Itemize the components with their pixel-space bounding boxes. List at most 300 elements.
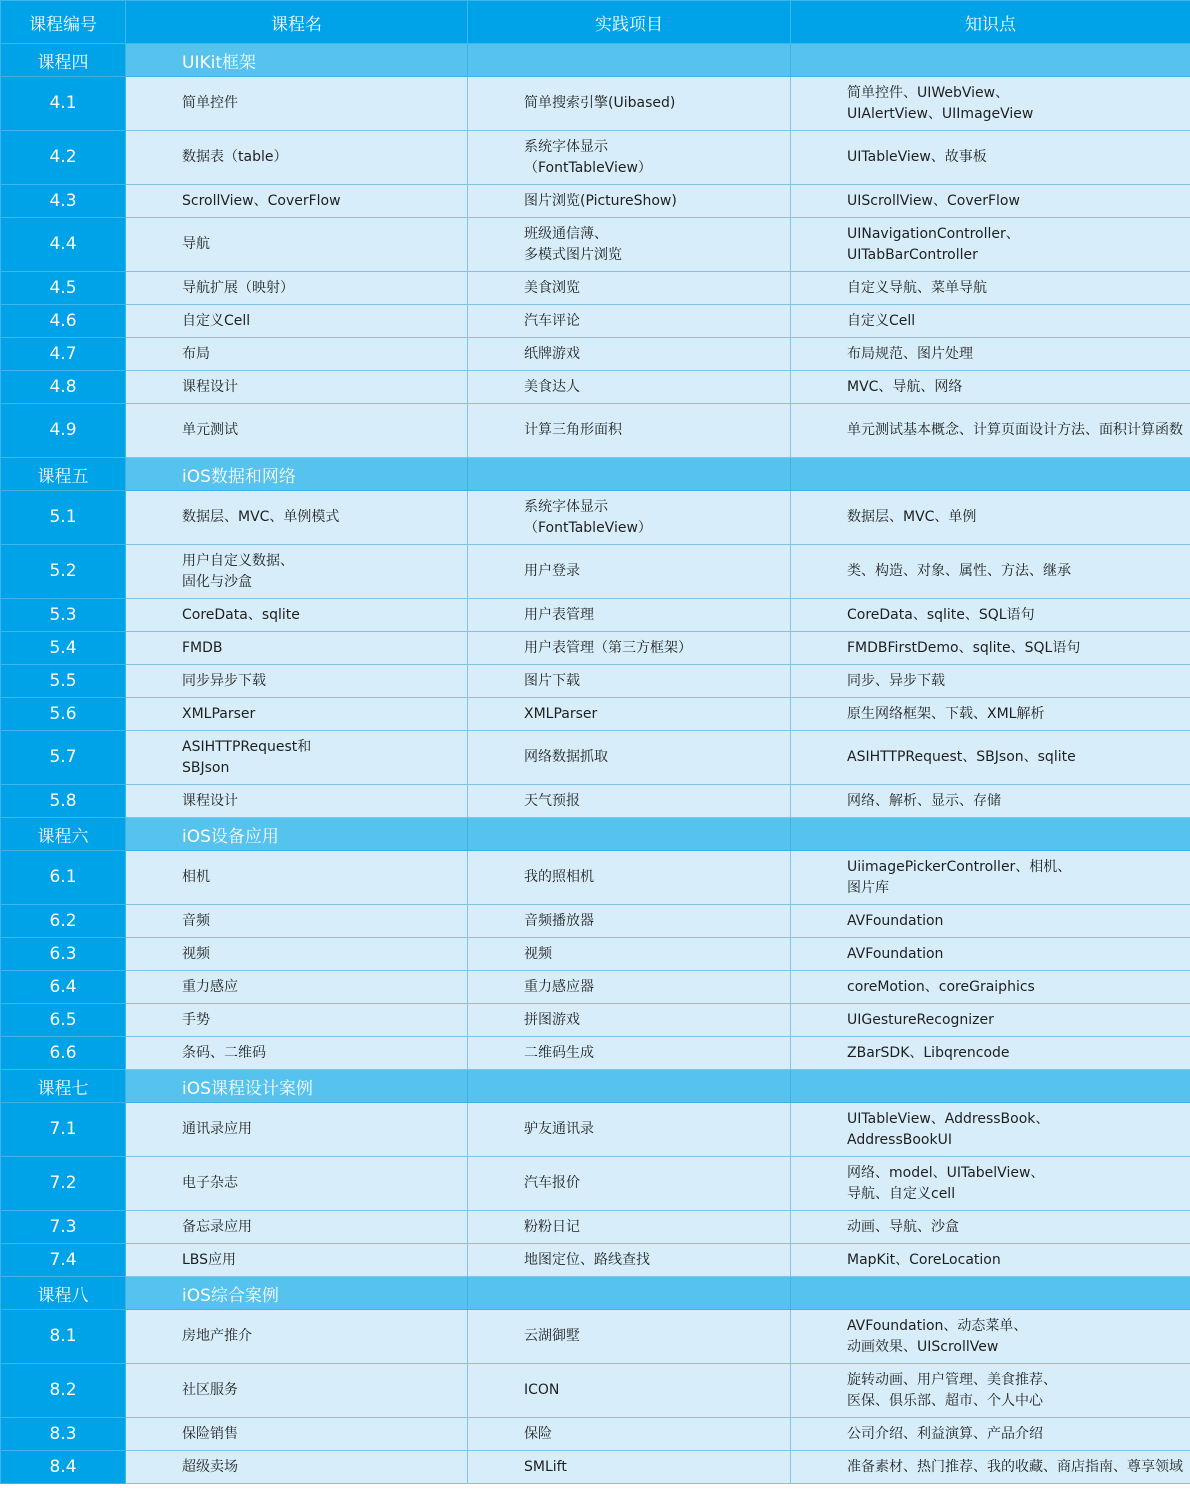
course-code-cell-text: 6.2 (49, 910, 77, 931)
course-code-cell (1, 305, 126, 338)
course-name-cell (126, 1211, 468, 1244)
table-row (1, 1037, 1190, 1070)
section-code: 课程五 (1, 458, 126, 491)
table-row (1, 1004, 1190, 1037)
course-code-cell-text: 6.3 (49, 943, 77, 964)
table-row (1, 785, 1190, 818)
course-name-cell (126, 305, 468, 338)
knowledge-points-cell (791, 632, 1190, 665)
course-name-cell-text: XMLParser (182, 705, 256, 722)
course-code-cell (1, 1004, 126, 1037)
course-code-cell-text: 5.2 (49, 561, 77, 581)
practice-project-cell (468, 305, 791, 338)
course-name-cell-text: 相机 (182, 869, 210, 885)
table-body (1, 44, 1190, 1484)
knowledge-points-cell-text: 准备素材、热门推荐、我的收藏、商店指南、尊享领域 (847, 1458, 1183, 1475)
course-name-cell-text: 同步异步下载 (182, 672, 266, 689)
section-empty-cell (468, 458, 791, 491)
table-row (1, 698, 1190, 731)
practice-project-cell (468, 731, 791, 785)
course-code-cell-text: 4.8 (49, 376, 77, 397)
knowledge-points-cell-text: 原生网络框架、下载、XML解析 (847, 705, 1045, 722)
practice-project-cell-text: 粉粉日记 (524, 1218, 580, 1235)
course-code-cell (1, 785, 126, 818)
course-name-cell (126, 1004, 468, 1037)
practice-project-cell-text: 图片下载 (524, 672, 580, 689)
course-code-cell-text: 4.2 (49, 147, 77, 167)
practice-project-cell (468, 971, 791, 1004)
course-code-cell (1, 272, 126, 305)
course-name-cell-text: 课程设计 (182, 378, 238, 395)
course-name-cell (126, 971, 468, 1004)
course-name-cell-text: 单元测试 (182, 422, 238, 438)
knowledge-points-cell (791, 1418, 1190, 1451)
knowledge-points-cell-text: 动画、导航、沙盒 (847, 1218, 959, 1235)
practice-project-cell-text: 驴友通讯录 (524, 1121, 594, 1137)
course-code-cell (1, 404, 126, 458)
table-row (1, 938, 1190, 971)
course-code-cell (1, 1103, 126, 1157)
practice-project-cell (468, 1364, 791, 1418)
knowledge-points-cell-text: ZBarSDK、Libqrencode (847, 1044, 1010, 1061)
section-name: UIKit框架 (126, 44, 468, 77)
knowledge-points-cell (791, 851, 1190, 905)
course-name-cell (126, 1103, 468, 1157)
course-name-cell (126, 905, 468, 938)
section-code: 课程七 (1, 1070, 126, 1103)
course-code-cell (1, 1418, 126, 1451)
knowledge-points-cell-text: 网络、model、UITabelView、 导航、自定义cell (847, 1164, 1045, 1202)
knowledge-points-cell (791, 599, 1190, 632)
knowledge-points-cell-text: 布局规范、图片处理 (847, 345, 973, 362)
section-empty-cell (468, 1070, 791, 1103)
course-name-cell-text: 手势 (182, 1011, 210, 1028)
practice-project-cell-text: 纸牌游戏 (524, 345, 580, 362)
knowledge-points-cell (791, 545, 1190, 599)
practice-project-cell-text: 重力感应器 (524, 978, 594, 995)
course-name-cell (126, 272, 468, 305)
knowledge-points-cell (791, 131, 1190, 185)
course-code-cell-text: 4.7 (49, 343, 77, 364)
section-empty-cell (791, 818, 1190, 851)
knowledge-points-cell (791, 1103, 1190, 1157)
course-code-cell-text: 5.8 (49, 790, 77, 811)
course-name-cell (126, 1310, 468, 1364)
course-code-cell (1, 1157, 126, 1211)
knowledge-points-cell-text: 类、构造、对象、属性、方法、继承 (847, 563, 1071, 579)
section-row (1, 458, 1190, 491)
table-row (1, 272, 1190, 305)
practice-project-cell-text: 二维码生成 (524, 1044, 594, 1061)
course-name-cell-text: 电子杂志 (182, 1175, 238, 1191)
knowledge-points-cell (791, 1244, 1190, 1277)
course-name-cell (126, 218, 468, 272)
table-row (1, 1451, 1190, 1484)
course-code-cell (1, 632, 126, 665)
header-course-name: 课程名 (126, 1, 468, 44)
course-name-cell (126, 851, 468, 905)
practice-project-cell-text: 用户表管理 (524, 606, 594, 623)
practice-project-cell-text: 系统字体显示 （FontTableView） (524, 138, 652, 176)
knowledge-points-cell-text: UiimagePickerController、相机、 图片库 (847, 858, 1072, 896)
table-row (1, 338, 1190, 371)
practice-project-cell (468, 851, 791, 905)
course-code-cell (1, 1364, 126, 1418)
course-code-cell (1, 1037, 126, 1070)
table-row (1, 1244, 1190, 1277)
section-row (1, 44, 1190, 77)
table-row (1, 491, 1190, 545)
header-row (1, 1, 1190, 44)
section-empty-cell (468, 1277, 791, 1310)
course-code-cell-text: 7.4 (49, 1249, 77, 1270)
practice-project-cell-text: 用户登录 (524, 563, 580, 579)
course-code-cell-text: 5.1 (49, 507, 77, 527)
knowledge-points-cell (791, 698, 1190, 731)
practice-project-cell (468, 131, 791, 185)
knowledge-points-cell-text: UINavigationController、 UITabBarController (847, 225, 1020, 263)
practice-project-cell (468, 938, 791, 971)
course-code-cell (1, 665, 126, 698)
course-code-cell-text: 6.1 (49, 867, 77, 887)
course-name-cell-text: 备忘录应用 (182, 1218, 252, 1235)
table-row (1, 1157, 1190, 1211)
course-code-cell-text: 4.6 (49, 310, 77, 331)
knowledge-points-cell (791, 1451, 1190, 1484)
practice-project-cell-text: SMLift (524, 1458, 567, 1475)
knowledge-points-cell-text: AVFoundation、动态菜单、 动画效果、UIScrollVew (847, 1317, 1028, 1355)
knowledge-points-cell-text: UITableView、故事板 (847, 149, 987, 165)
knowledge-points-cell (791, 1037, 1190, 1070)
practice-project-cell-text: XMLParser (524, 705, 598, 722)
section-name: iOS数据和网络 (126, 458, 468, 491)
practice-project-cell-text: 计算三角形面积 (524, 422, 622, 438)
knowledge-points-cell-text: MVC、导航、网络 (847, 378, 963, 395)
course-name-cell-text: 数据层、MVC、单例模式 (182, 509, 340, 525)
practice-project-cell-text: 汽车评论 (524, 312, 580, 329)
knowledge-points-cell-text: 公司介绍、利益演算、产品介绍 (847, 1425, 1043, 1442)
practice-project-cell (468, 1451, 791, 1484)
table-row (1, 905, 1190, 938)
course-code-cell (1, 698, 126, 731)
course-code-cell (1, 218, 126, 272)
knowledge-points-cell (791, 272, 1190, 305)
course-name-cell (126, 731, 468, 785)
course-name-cell (126, 599, 468, 632)
knowledge-points-cell (791, 1004, 1190, 1037)
practice-project-cell (468, 491, 791, 545)
practice-project-cell (468, 1310, 791, 1364)
practice-project-cell-text: 网络数据抓取 (524, 749, 608, 765)
course-name-cell-text: CoreData、sqlite (182, 606, 300, 623)
course-name-cell-text: 数据表（table） (182, 149, 288, 165)
knowledge-points-cell (791, 491, 1190, 545)
practice-project-cell (468, 77, 791, 131)
knowledge-points-cell-text: UIScrollView、CoverFlow (847, 192, 1020, 209)
course-code-cell-text: 5.6 (49, 703, 77, 724)
knowledge-points-cell-text: MapKit、CoreLocation (847, 1251, 1001, 1268)
knowledge-points-cell-text: FMDBFirstDemo、sqlite、SQL语句 (847, 639, 1081, 656)
table-row (1, 1364, 1190, 1418)
practice-project-cell (468, 599, 791, 632)
course-name-cell (126, 185, 468, 218)
knowledge-points-cell (791, 1310, 1190, 1364)
course-code-cell-text: 7.3 (49, 1216, 77, 1237)
course-name-cell (126, 371, 468, 404)
knowledge-points-cell (791, 185, 1190, 218)
table-row (1, 218, 1190, 272)
knowledge-points-cell (791, 938, 1190, 971)
knowledge-points-cell-text: 简单控件、UIWebView、 UIAlertView、UIImageView (847, 84, 1034, 122)
course-code-cell (1, 851, 126, 905)
course-name-cell-text: FMDB (182, 639, 223, 656)
course-code-cell-text: 6.5 (49, 1009, 77, 1030)
header-practice-project: 实践项目 (468, 1, 791, 44)
knowledge-points-cell-text: ASIHTTPRequest、SBJson、sqlite (847, 749, 1076, 765)
knowledge-points-cell (791, 665, 1190, 698)
course-code-cell-text: 8.3 (49, 1423, 77, 1444)
practice-project-cell-text: 图片浏览(PictureShow) (524, 192, 677, 209)
course-code-cell (1, 905, 126, 938)
course-name-cell-text: 视频 (182, 945, 210, 962)
practice-project-cell-text: 美食达人 (524, 378, 580, 395)
course-name-cell-text: ScrollView、CoverFlow (182, 192, 341, 209)
course-name-cell-text: 导航扩展（映射） (182, 279, 294, 296)
practice-project-cell (468, 218, 791, 272)
table-row (1, 545, 1190, 599)
course-name-cell (126, 404, 468, 458)
practice-project-cell (468, 1211, 791, 1244)
course-code-cell-text: 5.3 (49, 604, 77, 625)
knowledge-points-cell (791, 971, 1190, 1004)
knowledge-points-cell-text: 旋转动画、用户管理、美食推荐、 医保、俱乐部、超市、个人中心 (847, 1371, 1057, 1409)
course-code-cell-text: 7.1 (49, 1119, 77, 1139)
course-code-cell-text: 6.4 (49, 976, 77, 997)
section-empty-cell (468, 44, 791, 77)
knowledge-points-cell (791, 731, 1190, 785)
knowledge-points-cell (791, 338, 1190, 371)
course-name-cell-text: 超级卖场 (182, 1458, 238, 1475)
table-row (1, 632, 1190, 665)
course-name-cell-text: 条码、二维码 (182, 1044, 266, 1061)
practice-project-cell-text: 天气预报 (524, 792, 580, 809)
course-code-cell (1, 185, 126, 218)
practice-project-cell-text: 拼图游戏 (524, 1011, 580, 1028)
table-row (1, 371, 1190, 404)
section-empty-cell (468, 818, 791, 851)
course-code-cell-text: 8.2 (49, 1380, 77, 1400)
practice-project-cell-text: 保险 (524, 1425, 552, 1442)
course-name-cell-text: 导航 (182, 236, 210, 252)
knowledge-points-cell-text: UITableView、AddressBook、 AddressBookUI (847, 1110, 1050, 1148)
course-code-cell (1, 545, 126, 599)
course-name-cell (126, 1364, 468, 1418)
practice-project-cell-text: 班级通信薄、 多模式图片浏览 (524, 225, 622, 263)
knowledge-points-cell (791, 77, 1190, 131)
practice-project-cell (468, 404, 791, 458)
course-code-cell (1, 338, 126, 371)
course-name-cell-text: ASIHTTPRequest和 SBJson (182, 738, 312, 776)
knowledge-points-cell-text: 网络、解析、显示、存储 (847, 792, 1001, 809)
course-code-cell (1, 599, 126, 632)
knowledge-points-cell-text: 数据层、MVC、单例 (847, 509, 977, 525)
practice-project-cell-text: 用户表管理（第三方框架） (524, 639, 692, 656)
knowledge-points-cell (791, 1157, 1190, 1211)
course-name-cell-text: 布局 (182, 345, 210, 362)
section-row (1, 1070, 1190, 1103)
course-name-cell-text: 房地产推介 (182, 1328, 252, 1344)
course-code-cell-text: 5.7 (49, 747, 77, 767)
header-knowledge-points: 知识点 (791, 1, 1190, 44)
practice-project-cell-text: 地图定位、路线查找 (524, 1251, 650, 1268)
practice-project-cell (468, 1103, 791, 1157)
course-code-cell-text: 4.3 (49, 190, 77, 211)
course-code-cell (1, 1244, 126, 1277)
practice-project-cell-text: 云湖御墅 (524, 1328, 580, 1344)
practice-project-cell (468, 1157, 791, 1211)
table-row (1, 1103, 1190, 1157)
practice-project-cell-text: 我的照相机 (524, 869, 594, 885)
practice-project-cell (468, 1037, 791, 1070)
course-name-cell-text: 社区服务 (182, 1382, 238, 1398)
section-code: 课程八 (1, 1277, 126, 1310)
course-code-cell (1, 1211, 126, 1244)
table-row (1, 131, 1190, 185)
knowledge-points-cell-text: 单元测试基本概念、计算页面设计方法、面积计算函数 (847, 422, 1183, 438)
knowledge-points-cell-text: UIGestureRecognizer (847, 1011, 994, 1028)
course-code-cell (1, 131, 126, 185)
knowledge-points-cell (791, 905, 1190, 938)
course-name-cell (126, 1451, 468, 1484)
section-code: 课程四 (1, 44, 126, 77)
knowledge-points-cell (791, 404, 1190, 458)
knowledge-points-cell (791, 218, 1190, 272)
knowledge-points-cell (791, 1364, 1190, 1418)
practice-project-cell (468, 698, 791, 731)
knowledge-points-cell (791, 371, 1190, 404)
course-code-cell-text: 4.9 (49, 420, 77, 440)
practice-project-cell (468, 1004, 791, 1037)
knowledge-points-cell (791, 305, 1190, 338)
course-name-cell-text: 自定义Cell (182, 312, 251, 329)
course-name-cell-text: 音频 (182, 912, 210, 929)
course-code-cell (1, 491, 126, 545)
table-row (1, 731, 1190, 785)
section-empty-cell (791, 44, 1190, 77)
course-code-cell-text: 4.4 (49, 234, 77, 254)
section-empty-cell (791, 1070, 1190, 1103)
practice-project-cell (468, 632, 791, 665)
course-name-cell-text: 课程设计 (182, 792, 238, 809)
course-name-cell-text: 保险销售 (182, 1425, 238, 1442)
knowledge-points-cell-text: AVFoundation (847, 912, 944, 929)
course-name-cell (126, 545, 468, 599)
practice-project-cell (468, 338, 791, 371)
practice-project-cell-text: ICON (524, 1382, 560, 1398)
table-row (1, 1418, 1190, 1451)
section-name: iOS设备应用 (126, 818, 468, 851)
course-code-cell-text: 6.6 (49, 1042, 77, 1063)
table-row (1, 1211, 1190, 1244)
practice-project-cell-text: 视频 (524, 945, 552, 962)
table-row (1, 1310, 1190, 1364)
course-name-cell-text: 通讯录应用 (182, 1121, 252, 1137)
course-name-cell (126, 785, 468, 818)
course-name-cell (126, 1037, 468, 1070)
course-name-cell (126, 1418, 468, 1451)
course-name-cell (126, 338, 468, 371)
course-code-cell-text: 4.5 (49, 277, 77, 298)
course-name-cell (126, 938, 468, 971)
knowledge-points-cell-text: 自定义导航、菜单导航 (847, 279, 987, 296)
course-name-cell (126, 1244, 468, 1277)
course-code-cell-text: 4.1 (49, 93, 77, 113)
course-code-cell (1, 938, 126, 971)
table-row (1, 305, 1190, 338)
course-name-cell (126, 131, 468, 185)
course-name-cell (126, 1157, 468, 1211)
course-code-cell (1, 1451, 126, 1484)
course-code-cell-text: 7.2 (49, 1173, 77, 1193)
practice-project-cell-text: 简单搜索引擎(Uibased) (524, 95, 676, 111)
practice-project-cell-text: 音频播放器 (524, 912, 594, 929)
practice-project-cell (468, 371, 791, 404)
section-row (1, 818, 1190, 851)
course-code-cell-text: 8.1 (49, 1326, 77, 1346)
practice-project-cell (468, 1244, 791, 1277)
practice-project-cell (468, 665, 791, 698)
section-name: iOS课程设计案例 (126, 1070, 468, 1103)
table-row (1, 599, 1190, 632)
practice-project-cell-text: 系统字体显示 （FontTableView） (524, 498, 652, 536)
section-row (1, 1277, 1190, 1310)
knowledge-points-cell-text: 同步、异步下载 (847, 672, 945, 689)
practice-project-cell (468, 785, 791, 818)
knowledge-points-cell-text: coreMotion、coreGraiphics (847, 978, 1035, 995)
course-name-cell-text: 简单控件 (182, 95, 238, 111)
practice-project-cell (468, 272, 791, 305)
section-name: iOS综合案例 (126, 1277, 468, 1310)
course-code-cell (1, 1310, 126, 1364)
table-row (1, 665, 1190, 698)
section-empty-cell (791, 1277, 1190, 1310)
section-empty-cell (791, 458, 1190, 491)
course-code-cell (1, 371, 126, 404)
header-course-code: 课程编号 (1, 1, 126, 44)
knowledge-points-cell (791, 785, 1190, 818)
practice-project-cell-text: 汽车报价 (524, 1175, 580, 1191)
course-code-cell (1, 77, 126, 131)
course-name-cell (126, 632, 468, 665)
course-code-cell-text: 8.4 (49, 1456, 77, 1477)
table-row (1, 851, 1190, 905)
table-row (1, 77, 1190, 131)
practice-project-cell (468, 1418, 791, 1451)
course-code-cell (1, 731, 126, 785)
table-row (1, 404, 1190, 458)
practice-project-cell (468, 545, 791, 599)
knowledge-points-cell (791, 1211, 1190, 1244)
course-name-cell-text: 用户自定义数据、 固化与沙盒 (182, 552, 294, 590)
course-name-cell-text: 重力感应 (182, 978, 238, 995)
table-row (1, 971, 1190, 1004)
knowledge-points-cell-text: CoreData、sqlite、SQL语句 (847, 606, 1035, 623)
course-code-cell-text: 5.4 (49, 637, 77, 658)
practice-project-cell (468, 905, 791, 938)
table-row (1, 185, 1190, 218)
practice-project-cell (468, 185, 791, 218)
course-code-cell-text: 5.5 (49, 670, 77, 691)
